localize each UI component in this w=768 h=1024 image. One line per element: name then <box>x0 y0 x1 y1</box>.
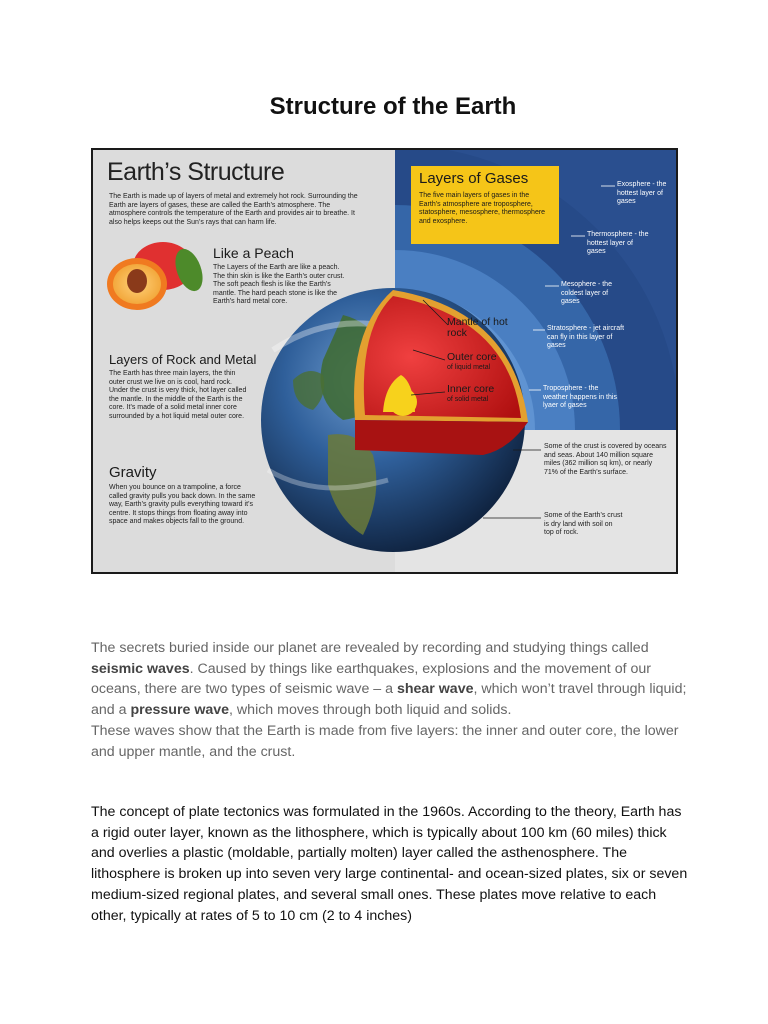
gases-box <box>411 166 559 244</box>
inner-core-label: Inner core <box>447 383 495 395</box>
ocean-crust-note: Some of the crust is covered by oceans and seas. About 140 million square miles (362 million sq km), or nearly 71% of the Earth’s surface. <box>544 443 667 476</box>
inner-core-sublabel: of solid metal <box>447 396 489 403</box>
seismic-text-3: , which won’t travel through liquid; and a <box>91 681 687 719</box>
mesosphere-label: Mesophere - the coldest layer of gases <box>561 281 612 306</box>
plate-tectonics-paragraph: The concept of plate tectonics was formulated in the 1960s. According to the theory, Earth has a rigid outer layer, known as the lithosphere, which is typically about 100 km (60 miles) thick and overlies a plastic (moldable, partially molten) layer called the asthenosphere. The lithosphere is broken up into seven very large continental- and ocean-sized plates, six or seven medium-sized regional plates, and several small ones. These plates move relative to each other, typically at rates of 5 to 10 cm (2 to 4 inches) <box>91 804 688 924</box>
five-layers-text: These waves show that the Earth is made from five layers: the inner and outer core, the lower and upper mantle, and the crust. <box>91 722 679 760</box>
page-title: Structure of the Earth <box>269 93 517 120</box>
shear-wave-term: shear wave <box>396 681 474 698</box>
peach-text: The Layers of the Earth are like a peach. The thin skin is like the Earth’s outer crust. The soft peach flesh is like the Earth’s mantle. The hard peach stone is like the Earth’s hard metal core. <box>213 264 345 306</box>
gases-heading: Layers of Gases <box>419 170 529 187</box>
land-crust-note: Some of the Earth’s crust is dry land with soil on top of rock. <box>544 512 623 537</box>
seismic-paragraph <box>91 638 691 762</box>
exosphere-label: Exosphere - the hottest layer of gases <box>617 181 667 206</box>
gases-text: The five main layers of gases in the Earth’s atmosphere are troposphere, statosphere, mesosphere, thermosphere and exosphere. <box>419 192 546 225</box>
seismic-text-1: The secrets buried inside our planet are revealed by recording and studying things called <box>91 640 649 656</box>
seismic-text-2: . Caused by things like earthquakes, explosions and the movement of our oceans, there are two types of seismic wave – a <box>91 660 651 698</box>
troposphere-label: Troposphere - the weather happens in this lyaer of gases <box>543 385 617 410</box>
intro-text: The Earth is made up of layers of metal and extremely hot rock. Surrounding the Earth are layers of gases, these are called the Earth’s atmosphere. The atmosphere controls the temperature of the Earth and provides air to breathe. It also helps keeps out the Sun’s rays that can harm life. <box>109 193 358 226</box>
seismic-text-4: , which moves through both liquid and solids. <box>229 702 512 719</box>
seismic-waves-term: seismic waves <box>91 660 190 677</box>
outer-core-sublabel: of liquid metal <box>447 364 491 371</box>
infographic-title: Earth’s Structure <box>107 158 285 186</box>
thermosphere-label: Thermosphere - the hottest layer of gases <box>587 231 649 256</box>
stratosphere-label: Stratosphere - jet aircraft can fly in this layer of gases <box>547 325 625 350</box>
gravity-heading: Gravity <box>109 464 157 481</box>
earth-structure-infographic <box>91 148 678 574</box>
peach-heading: Like a Peach <box>213 245 294 261</box>
rock-text: The Earth has three main layers, the thin outer crust we live on is cool, hard rock. Under the crust is very thick, hot layer called the mantle. In the middle of the Earth is the core. It’s made of a solid metal inner core surrounded by a hot liquid metal outer core. <box>109 370 247 420</box>
mantle-label: Mantle of hot rock <box>447 316 508 339</box>
pressure-wave-term: pressure wave <box>130 702 230 719</box>
rock-heading: Layers of Rock and Metal <box>109 352 257 367</box>
outer-core-label: Outer core <box>447 351 497 363</box>
gravity-text: When you bounce on a trampoline, a force called gravity pulls you back down. In the same way, Earth’s gravity pulls everything toward it’s centre. It stops things from floating away into space and makes objects fall to the ground. <box>109 484 256 526</box>
